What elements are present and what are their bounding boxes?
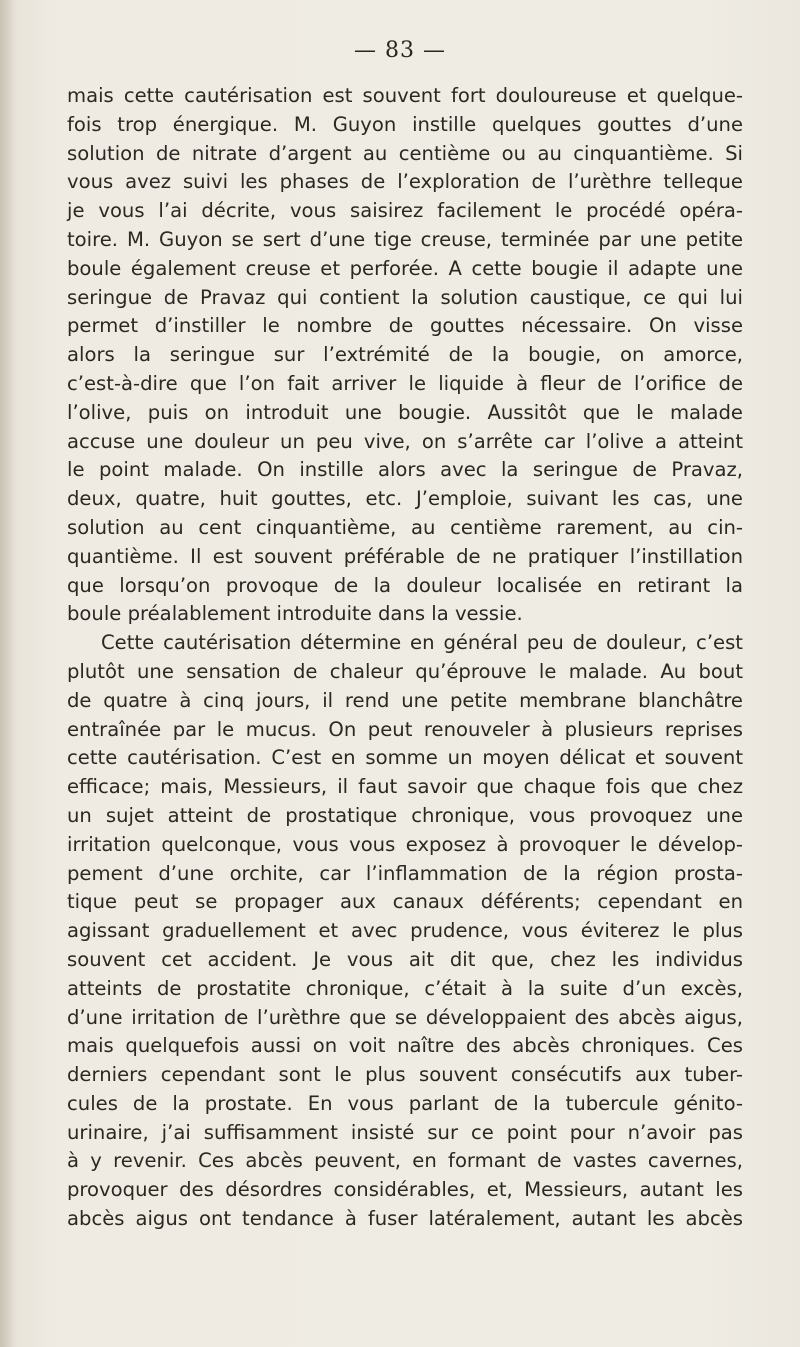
text-line: que lorsqu’on provoque de la douleur localisée en retirant la bbox=[67, 573, 743, 597]
text-line: quantième. Il est souvent préférable de ne pratiquer l’instillation bbox=[67, 544, 743, 568]
text-line: l’olive, puis on introduit une bougie. Aussitôt que le malade bbox=[67, 400, 743, 424]
text-line: derniers cependant sont le plus souvent consécutifs aux tuber- bbox=[67, 1063, 743, 1087]
text-line: accuse une douleur un peu vive, on s’arrête car l’olive a atteint bbox=[67, 429, 743, 453]
text-line: cules de la prostate. En vous parlant de la tubercule génito- bbox=[67, 1091, 743, 1115]
spine-shadow bbox=[0, 0, 14, 1347]
text-line: atteints de prostatite chronique, c’était à la suite d’un excès, bbox=[67, 976, 743, 1000]
text-line: urinaire, j’ai suffisamment insisté sur ce point pour n’avoir pas bbox=[67, 1120, 743, 1144]
text-line: pement d’une orchite, car l’inflammation de la région prosta- bbox=[67, 861, 743, 885]
text-line: seringue de Pravaz qui contient la solution caustique, ce qui lui bbox=[67, 285, 743, 309]
page-number: — 83 — bbox=[354, 38, 446, 63]
text-line: Cette cautérisation détermine en général peu de douleur, c’est bbox=[101, 631, 743, 655]
text-line: un sujet atteint de prostatique chronique, vous provoquez une bbox=[67, 803, 743, 827]
text-line: entraînée par le mucus. On peut renouveler à plusieurs reprises bbox=[67, 717, 743, 741]
text-line: mais quelquefois aussi on voit naître des abcès chroniques. Ces bbox=[67, 1034, 743, 1058]
text-line: boule également creuse et perforée. A cette bougie il adapte une bbox=[67, 256, 743, 280]
text-line: provoquer des désordres considérables, et, Messieurs, autant les bbox=[67, 1178, 743, 1202]
text-line: fois trop énergique. M. Guyon instille quelques gouttes d’une bbox=[67, 112, 743, 136]
text-line: je vous l’ai décrite, vous saisirez facilement le procédé opéra- bbox=[67, 199, 743, 223]
text-line: d’une irritation de l’urèthre que se développaient des abcès aigus, bbox=[67, 1005, 743, 1029]
text-line: solution de nitrate d’argent au centième ou au cinquantième. Si bbox=[67, 141, 743, 165]
text-line: le point malade. On instille alors avec la seringue de Pravaz, bbox=[67, 458, 743, 482]
text-line: vous avez suivi les phases de l’exploration de l’urèthre telleque bbox=[67, 170, 743, 194]
text-line: plutôt une sensation de chaleur qu’éprouve le malade. Au bout bbox=[67, 659, 743, 683]
text-line: de quatre à cinq jours, il rend une petite membrane blanchâtre bbox=[67, 688, 743, 712]
text-line: deux, quatre, huit gouttes, etc. J’emploie, suivant les cas, une bbox=[67, 487, 743, 511]
text-line: cette cautérisation. C’est en somme un moyen délicat et souvent bbox=[67, 746, 743, 770]
text-line: tique peut se propager aux canaux déférents; cependant en bbox=[67, 890, 743, 914]
text-line: solution au cent cinquantième, au centième rarement, au cin- bbox=[67, 515, 743, 539]
text-line: permet d’instiller le nombre de gouttes nécessaire. On visse bbox=[67, 314, 743, 338]
text-line: c’est-à-dire que l’on fait arriver le liquide à fleur de l’orifice de bbox=[67, 371, 743, 395]
text-line: à y revenir. Ces abcès peuvent, en formant de vastes cavernes, bbox=[67, 1149, 743, 1173]
text-line: efficace; mais, Messieurs, il faut savoir que chaque fois que chez bbox=[67, 775, 743, 799]
text-line: mais cette cautérisation est souvent fort douloureuse et quelque- bbox=[67, 84, 743, 107]
text-line: irritation quelconque, vous vous exposez à provoquer le dévelop- bbox=[67, 832, 743, 856]
text-line: toire. M. Guyon se sert d’une tige creuse, terminée par une petite bbox=[67, 227, 743, 251]
text-line: alors la seringue sur l’extrémité de la bougie, on amorce, bbox=[67, 343, 743, 367]
text-line: abcès aigus ont tendance à fuser latéralement, autant les abcès bbox=[67, 1207, 743, 1231]
text-line: boule préalablement introduite dans la vessie. bbox=[67, 602, 523, 626]
body-text bbox=[67, 82, 743, 1234]
text-line: souvent cet accident. Je vous ait dit que, chez les individus bbox=[67, 947, 743, 971]
text-line: agissant graduellement et avec prudence, vous éviterez le plus bbox=[67, 919, 743, 943]
